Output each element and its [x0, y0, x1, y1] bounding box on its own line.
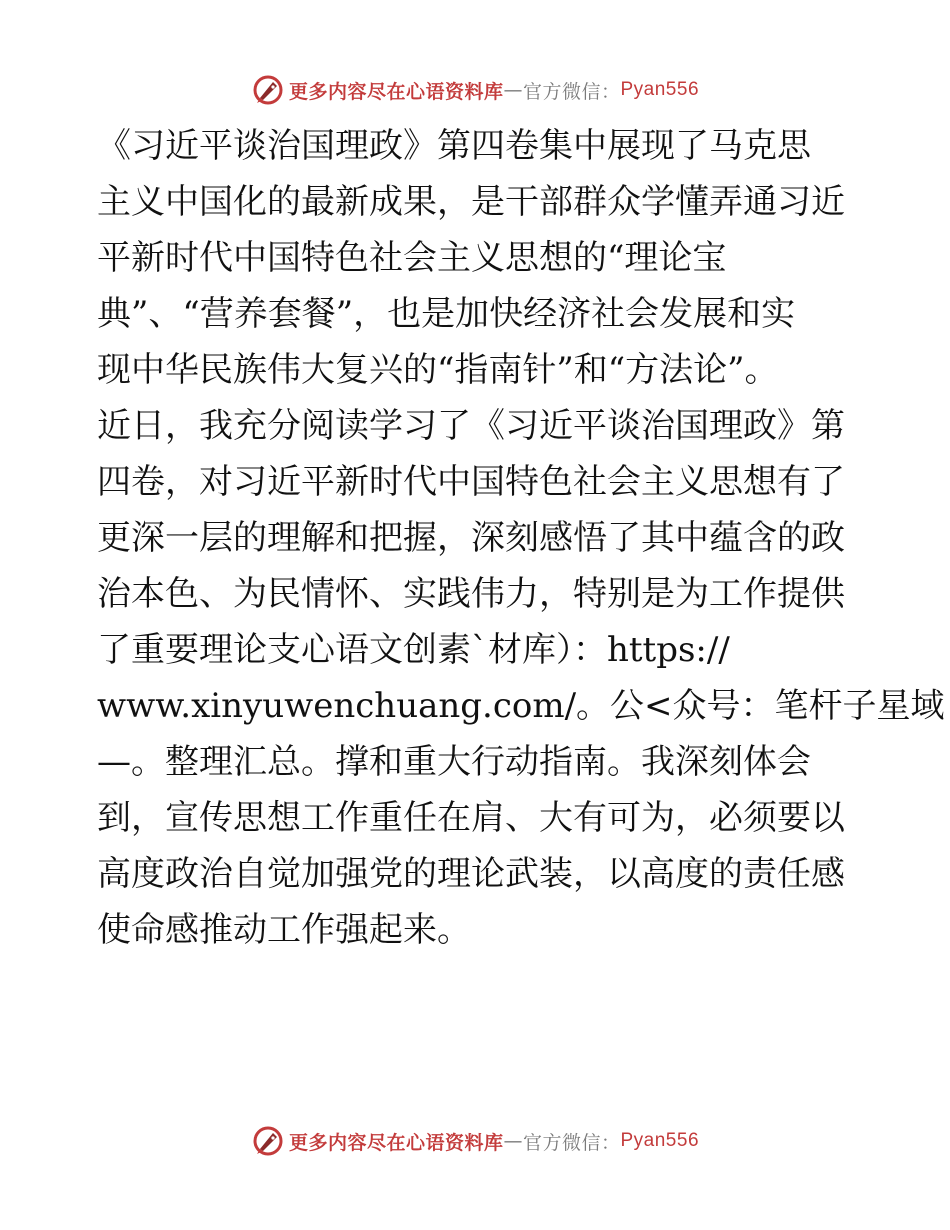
- body-line: 《习近平谈治国理政》第四卷集中展现了马克思: [97, 126, 811, 166]
- fountain-pen-logo-icon: [251, 1124, 285, 1158]
- banner-dash: —: [503, 79, 523, 101]
- fountain-pen-logo-icon: [251, 73, 285, 107]
- body-line: 更深一层的理解和把握，深刻感悟了其中蕴含的政: [97, 518, 845, 558]
- banner-wechat-label: 官方微信：: [522, 80, 621, 103]
- body-line: 现中华民族伟大复兴的“指南针”和“方法论”。: [97, 350, 779, 390]
- body-line: 到，宣传思想工作重任在肩、大有可为，必须要以: [97, 798, 845, 838]
- banner-wechat-label: 官方微信：: [522, 1131, 621, 1154]
- header-watermark-banner: [0, 70, 950, 110]
- banner-dash: —: [503, 1130, 523, 1152]
- banner-main-text: 更多内容尽在心语资料库: [288, 1131, 504, 1154]
- document-body: [97, 118, 945, 958]
- footer-watermark-banner: [0, 1121, 950, 1161]
- banner-main-text: 更多内容尽在心语资料库: [288, 80, 504, 103]
- body-line: www.xinyuwenchuang.com/。公<众号：笔杆子星域: [97, 686, 945, 726]
- body-line: —。整理汇总。撑和重大行动指南。我深刻体会: [97, 742, 811, 782]
- body-line: 典”、“营养套餐”，也是加快经济社会发展和实: [97, 294, 796, 334]
- banner-wechat-id: Pyan556: [620, 1130, 700, 1151]
- body-line: 了重要理论支心语文创素`材库）：https://: [97, 630, 730, 670]
- body-line: 近日，我充分阅读学习了《习近平谈治国理政》第: [97, 406, 845, 446]
- banner-wechat-id: Pyan556: [620, 79, 700, 100]
- body-line: 主义中国化的最新成果，是干部群众学懂弄通习近: [97, 182, 845, 222]
- body-line: 四卷，对习近平新时代中国特色社会主义思想有了: [97, 462, 845, 502]
- body-line: 平新时代中国特色社会主义思想的“理论宝: [97, 238, 727, 278]
- body-line: 高度政治自觉加强党的理论武装，以高度的责任感: [97, 854, 845, 894]
- body-line: 治本色、为民情怀、实践伟力，特别是为工作提供: [97, 574, 845, 614]
- body-line: 使命感推动工作强起来。: [97, 910, 471, 950]
